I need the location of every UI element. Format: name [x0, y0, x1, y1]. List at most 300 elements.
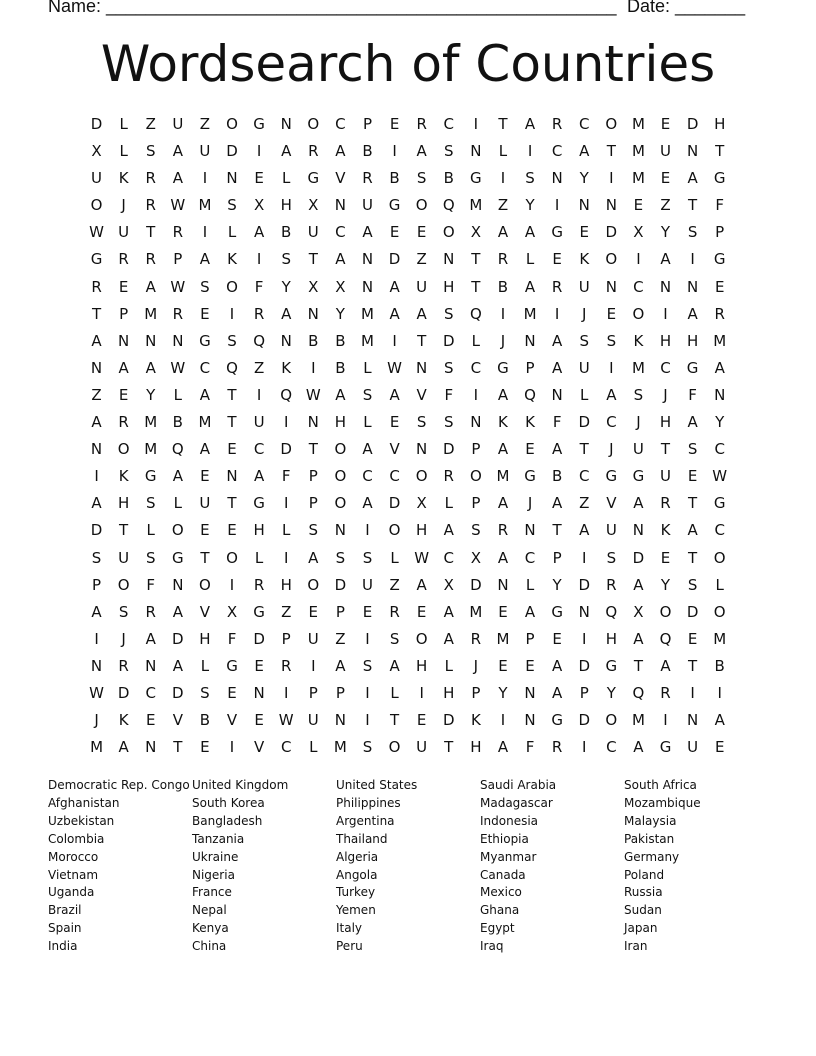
grid-letter: N	[497, 575, 509, 594]
grid-row	[83, 355, 733, 382]
grid-letter: H	[118, 494, 130, 513]
grid-letter: A	[362, 440, 373, 459]
grid-letter: C	[145, 683, 156, 702]
grid-letter: L	[525, 250, 535, 269]
grid-letter: A	[199, 440, 211, 459]
word-item: Democratic Rep. Congo	[48, 778, 190, 792]
grid-letter: Z	[281, 602, 292, 621]
grid-letter: N	[361, 277, 374, 296]
grid-letter: W	[278, 711, 294, 730]
grid-letter: N	[334, 196, 346, 215]
grid-letter: S	[145, 142, 156, 161]
word-item: Kenya	[192, 921, 229, 936]
grid-letter: G	[713, 494, 726, 513]
word-item: France	[192, 885, 232, 900]
grid-letter: W	[170, 277, 186, 296]
grid-letter: M	[90, 738, 104, 757]
grid-letter: G	[144, 467, 157, 486]
grid-letter: L	[227, 223, 237, 242]
grid-row	[83, 111, 733, 138]
grid-letter: T	[688, 494, 698, 513]
letter-grid	[83, 111, 733, 761]
grid-letter: I	[690, 683, 695, 702]
grid-row	[83, 707, 733, 734]
grid-letter: K	[579, 250, 590, 269]
grid-letter: W	[305, 385, 321, 404]
grid-letter: U	[578, 277, 590, 296]
grid-letter: U	[361, 196, 373, 215]
word-item: Malaysia	[624, 813, 677, 828]
grid-letter: G	[470, 169, 482, 188]
grid-letter: A	[497, 223, 509, 242]
grid-letter: Z	[91, 385, 102, 404]
grid-row	[83, 436, 733, 463]
word-item: Uzbekistan	[48, 813, 115, 828]
word-item: Brazil	[48, 903, 82, 918]
grid-letter: F	[444, 385, 454, 404]
grid-letter: H	[199, 629, 211, 648]
grid-letter: E	[362, 602, 373, 621]
grid-letter: A	[552, 331, 563, 350]
grid-letter: I	[500, 304, 506, 323]
grid-letter: B	[308, 331, 319, 350]
grid-letter: V	[172, 711, 183, 730]
grid-letter: A	[335, 250, 346, 269]
grid-letter: M	[144, 304, 158, 323]
grid-letter: I	[311, 358, 316, 377]
grid-letter: S	[416, 169, 427, 188]
grid-letter: L	[173, 494, 182, 513]
grid-letter: H	[605, 629, 617, 648]
grid-letter: D	[686, 115, 699, 133]
grid-letter: X	[633, 223, 644, 242]
grid-letter: K	[525, 413, 535, 432]
grid-letter: A	[579, 521, 590, 540]
grid-row	[83, 274, 733, 301]
grid-letter: K	[498, 413, 508, 432]
grid-letter: E	[389, 223, 400, 242]
grid-letter: C	[335, 115, 346, 133]
grid-letter: Y	[525, 196, 535, 215]
grid-letter: R	[118, 250, 129, 269]
grid-row	[83, 599, 733, 626]
grid-letter: P	[715, 223, 725, 242]
grid-letter: G	[713, 250, 726, 269]
grid-letter: N	[145, 331, 157, 350]
grid-letter: I	[256, 385, 262, 404]
grid-letter: A	[118, 358, 129, 377]
word-item: Nigeria	[192, 867, 235, 882]
grid-letter: E	[714, 277, 725, 296]
grid-letter: J	[94, 711, 99, 730]
grid-letter: Z	[579, 494, 590, 513]
grid-letter: G	[253, 115, 265, 133]
grid-letter: H	[416, 656, 428, 675]
grid-letter: Z	[416, 250, 427, 269]
grid-letter: U	[172, 115, 184, 133]
grid-letter: A	[443, 629, 454, 648]
grid-letter: K	[633, 331, 644, 350]
grid-letter: Y	[498, 683, 508, 702]
grid-letter: S	[687, 223, 698, 242]
grid-letter: O	[713, 602, 726, 621]
word-item: United States	[336, 778, 418, 792]
grid-letter: K	[470, 711, 481, 730]
grid-letter: K	[118, 467, 129, 486]
grid-letter: O	[90, 196, 103, 215]
grid-letter: B	[497, 277, 509, 296]
grid-letter: M	[333, 738, 347, 757]
grid-letter: R	[416, 115, 427, 133]
grid-letter: C	[443, 548, 454, 567]
grid-letter: A	[552, 656, 563, 675]
grid-letter: C	[470, 358, 482, 377]
word-item: Algeria	[336, 849, 379, 864]
grid-letter: L	[173, 385, 182, 404]
grid-letter: N	[524, 331, 536, 350]
grid-letter: I	[663, 304, 668, 323]
grid-letter: X	[226, 602, 238, 621]
grid-letter: D	[90, 115, 103, 133]
grid-letter: O	[117, 575, 130, 594]
grid-row	[83, 328, 733, 355]
grid-letter: O	[307, 575, 320, 594]
grid-letter: S	[362, 385, 373, 404]
grid-letter: A	[335, 142, 346, 161]
grid-letter: O	[117, 440, 130, 459]
grid-letter: V	[253, 738, 265, 757]
grid-letter: R	[145, 250, 156, 269]
grid-letter: H	[416, 521, 428, 540]
grid-letter: I	[283, 548, 289, 567]
word-item: India	[48, 939, 78, 954]
grid-letter: O	[334, 494, 347, 513]
grid-letter: L	[390, 683, 399, 702]
grid-letter: B	[551, 467, 563, 486]
grid-letter: G	[253, 602, 265, 621]
grid-letter: O	[171, 521, 184, 540]
grid-letter: E	[308, 602, 319, 621]
grid-letter: M	[198, 196, 212, 215]
grid-letter: V	[199, 602, 211, 621]
grid-letter: A	[91, 331, 102, 350]
grid-letter: S	[362, 656, 373, 675]
grid-letter: A	[633, 575, 644, 594]
grid-letter: Z	[497, 196, 509, 215]
word-item: Sudan	[624, 903, 662, 918]
grid-letter: A	[91, 413, 102, 432]
grid-letter: Y	[606, 683, 616, 702]
word-item: Yemen	[336, 903, 376, 918]
grid-letter: N	[226, 467, 238, 486]
grid-letter: S	[145, 548, 156, 567]
grid-letter: L	[390, 548, 399, 567]
grid-letter: D	[172, 629, 184, 648]
grid-letter: A	[660, 656, 671, 675]
grid-letter: Y	[552, 575, 562, 594]
grid-letter: T	[688, 548, 698, 567]
word-item: Turkey	[336, 885, 376, 900]
grid-letter: N	[280, 331, 292, 350]
grid-letter: N	[416, 440, 428, 459]
word-item: Madagascar	[480, 795, 553, 810]
word-item: Uganda	[48, 885, 95, 900]
grid-letter: H	[253, 521, 265, 540]
grid-row	[83, 138, 733, 165]
grid-letter: N	[334, 711, 346, 730]
grid-letter: F	[281, 467, 291, 486]
grid-letter: T	[227, 413, 237, 432]
grid-letter: U	[307, 711, 319, 730]
grid-letter: T	[606, 142, 616, 161]
grid-letter: U	[660, 142, 671, 161]
grid-letter: A	[91, 602, 102, 621]
grid-letter: A	[443, 602, 454, 621]
grid-letter: T	[227, 494, 237, 513]
grid-letter: U	[632, 440, 644, 459]
grid-letter: E	[227, 683, 237, 702]
grid-letter: T	[688, 656, 698, 675]
grid-letter: Y	[660, 575, 671, 594]
grid-letter: D	[388, 494, 401, 513]
grid-letter: A	[416, 304, 427, 323]
grid-letter: E	[687, 629, 698, 648]
grid-letter: B	[443, 169, 454, 188]
grid-letter: C	[362, 467, 373, 486]
grid-letter: R	[551, 115, 563, 133]
grid-letter: B	[281, 223, 292, 242]
grid-letter: E	[389, 413, 400, 432]
grid-letter: P	[362, 115, 372, 133]
grid-letter: I	[392, 142, 397, 161]
word-item: United Kingdom	[192, 778, 289, 792]
header	[48, 0, 748, 18]
grid-letter: H	[686, 331, 699, 350]
grid-letter: M	[631, 358, 645, 377]
grid-letter: G	[226, 656, 238, 675]
grid-letter: G	[307, 169, 320, 188]
grid-row	[83, 382, 733, 409]
grid-letter: R	[145, 196, 156, 215]
grid-letter: T	[471, 277, 481, 296]
grid-letter: L	[119, 115, 128, 133]
grid-letter: L	[282, 521, 291, 540]
grid-letter: R	[497, 250, 509, 269]
grid-letter: A	[281, 304, 292, 323]
grid-letter: J	[582, 304, 587, 323]
page-title: Wordsearch of Countries	[100, 35, 716, 93]
grid-letter: A	[579, 142, 590, 161]
grid-letter: P	[579, 683, 589, 702]
grid-letter: T	[444, 738, 454, 757]
grid-letter: M	[469, 196, 483, 215]
grid-row	[83, 734, 733, 761]
word-item: Mexico	[480, 885, 522, 900]
grid-letter: A	[552, 683, 563, 702]
grid-letter: C	[551, 142, 563, 161]
grid-letter: O	[415, 629, 428, 648]
grid-letter: R	[145, 602, 156, 621]
grid-letter: H	[443, 683, 455, 702]
grid-letter: T	[389, 711, 400, 730]
grid-letter: P	[308, 467, 318, 486]
word-item: Iran	[624, 939, 648, 954]
word-item: Ghana	[480, 903, 520, 918]
grid-letter: N	[524, 683, 536, 702]
word-item: Canada	[480, 867, 526, 882]
grid-letter: R	[497, 521, 509, 540]
word-item: Iraq	[480, 939, 504, 954]
grid-letter: A	[118, 738, 129, 757]
grid-letter: G	[551, 223, 563, 242]
grid-letter: E	[416, 223, 427, 242]
grid-letter: P	[92, 575, 102, 594]
grid-letter: L	[119, 142, 128, 161]
grid-letter: F	[688, 385, 697, 404]
grid-letter: A	[416, 575, 427, 594]
grid-letter: W	[89, 683, 104, 702]
grid-letter: C	[714, 440, 725, 459]
grid-letter: O	[307, 115, 320, 133]
grid-letter: J	[609, 440, 614, 459]
grid-letter: A	[524, 223, 536, 242]
grid-letter: E	[552, 629, 562, 648]
grid-letter: X	[253, 196, 265, 215]
grid-letter: A	[497, 738, 509, 757]
grid-letter: N	[551, 169, 563, 188]
grid-letter: Q	[659, 629, 672, 648]
grid-letter: I	[609, 169, 614, 188]
grid-letter: I	[256, 142, 262, 161]
grid-letter: R	[606, 575, 617, 594]
grid-letter: D	[578, 413, 591, 432]
grid-letter: E	[525, 440, 535, 459]
grid-letter: F	[715, 196, 725, 215]
grid-letter: M	[523, 304, 537, 323]
grid-letter: I	[554, 304, 560, 323]
grid-letter: U	[416, 277, 428, 296]
grid-letter: E	[660, 169, 671, 188]
grid-letter: S	[389, 629, 400, 648]
grid-letter: B	[199, 711, 211, 730]
word-list	[48, 777, 768, 956]
grid-letter: Y	[146, 385, 156, 404]
grid-letter: J	[473, 656, 479, 675]
grid-letter: K	[281, 358, 292, 377]
grid-letter: X	[335, 277, 346, 296]
grid-letter: D	[578, 711, 591, 730]
grid-letter: I	[392, 331, 397, 350]
grid-letter: A	[633, 494, 644, 513]
grid-letter: T	[173, 738, 183, 757]
grid-letter: P	[281, 629, 291, 648]
name-line: Name: ___________________________________________________	[48, 0, 617, 16]
grid-letter: C	[443, 115, 454, 133]
grid-letter: R	[362, 169, 373, 188]
grid-letter: S	[444, 358, 454, 377]
word-item: Thailand	[336, 831, 388, 846]
grid-letter: A	[145, 629, 156, 648]
grid-letter: J	[121, 629, 126, 648]
grid-letter: C	[253, 440, 265, 459]
word-item: Philippines	[336, 795, 401, 810]
grid-letter: S	[200, 683, 210, 702]
grid-letter: B	[389, 169, 400, 188]
grid-letter: M	[469, 602, 483, 621]
grid-letter: O	[659, 602, 672, 621]
grid-letter: A	[687, 304, 698, 323]
grid-letter: E	[227, 440, 237, 459]
grid-letter: I	[500, 711, 506, 730]
grid-letter: L	[254, 548, 264, 567]
grid-letter: A	[172, 142, 183, 161]
grid-letter: A	[687, 413, 698, 432]
grid-letter: L	[444, 494, 453, 513]
grid-letter: L	[580, 385, 589, 404]
grid-letter: L	[282, 169, 291, 188]
grid-letter: I	[609, 358, 614, 377]
grid-letter: H	[714, 115, 726, 133]
grid-letter: T	[308, 440, 318, 459]
grid-letter: R	[551, 738, 563, 757]
grid-letter: K	[118, 711, 129, 730]
grid-letter: R	[91, 277, 102, 296]
grid-letter: P	[525, 358, 535, 377]
grid-letter: M	[496, 629, 510, 648]
grid-letter: O	[442, 223, 455, 242]
word-item: Poland	[624, 867, 665, 882]
grid-letter: I	[690, 250, 695, 269]
grid-letter: R	[470, 629, 482, 648]
grid-letter: D	[334, 575, 347, 594]
grid-letter: A	[389, 304, 400, 323]
grid-letter: D	[172, 683, 184, 702]
grid-letter: E	[525, 656, 535, 675]
grid-letter: D	[578, 656, 591, 675]
grid-letter: E	[687, 467, 698, 486]
grid-letter: I	[365, 711, 370, 730]
grid-letter: N	[551, 385, 563, 404]
grid-letter: R	[714, 304, 725, 323]
grid-letter: N	[90, 440, 103, 459]
grid-letter: W	[414, 548, 430, 567]
grid-letter: A	[687, 169, 698, 188]
grid-letter: Z	[199, 115, 211, 133]
grid-letter: D	[442, 440, 455, 459]
grid-letter: S	[118, 602, 129, 621]
grid-letter: L	[200, 656, 210, 675]
grid-letter: M	[713, 331, 727, 350]
grid-letter: A	[416, 142, 427, 161]
word-column	[48, 777, 192, 956]
word-item: Peru	[336, 939, 363, 954]
grid-letter: T	[91, 304, 102, 323]
grid-letter: Q	[280, 385, 293, 404]
grid-letter: F	[525, 738, 535, 757]
grid-letter: U	[361, 575, 373, 594]
grid-letter: G	[497, 358, 509, 377]
grid-letter: J	[500, 331, 506, 350]
grid-letter: P	[471, 683, 481, 702]
grid-letter: I	[94, 629, 99, 648]
grid-letter: G	[605, 467, 618, 486]
grid-letter: X	[416, 494, 427, 513]
grid-letter: A	[524, 277, 536, 296]
grid-letter: E	[200, 521, 210, 540]
grid-letter: A	[308, 548, 319, 567]
grid-letter: I	[283, 413, 289, 432]
grid-letter: A	[335, 385, 346, 404]
